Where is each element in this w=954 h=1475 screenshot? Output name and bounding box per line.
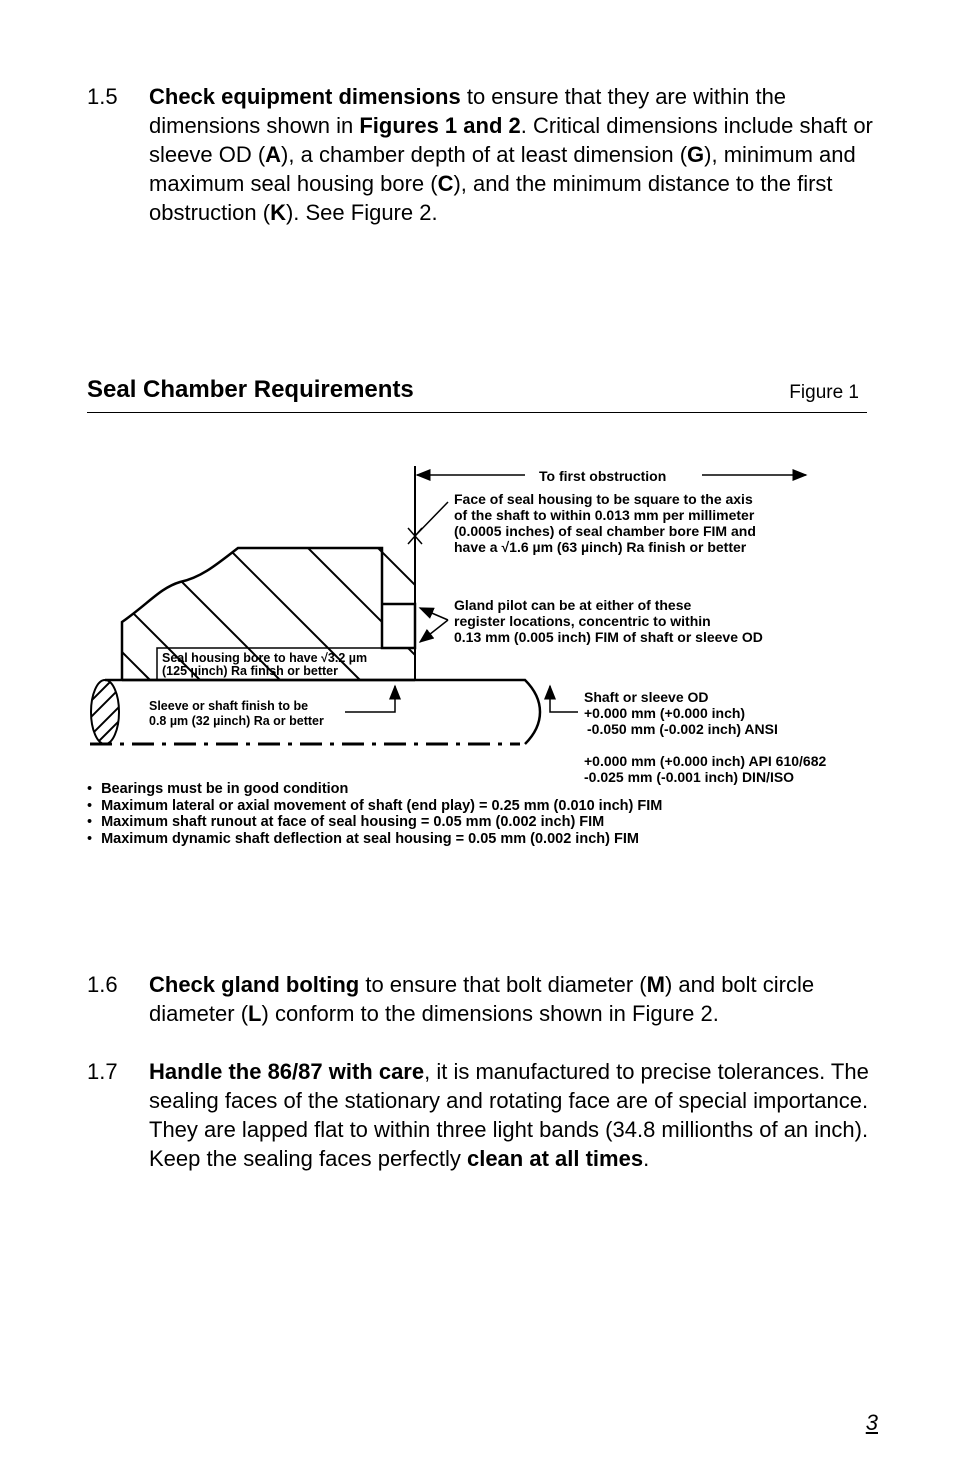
text-run: , it is manufactured to precise tolerances. The sealing faces of the stationary and rotating face are of special importance. They are lapped flat to within three light bands (34.8 millionths of an inch). Keep the sealing faces perfectly	[149, 1059, 869, 1171]
note-item: • Maximum dynamic shaft deflection at seal housing = 0.05 mm (0.002 inch) FIM	[87, 831, 887, 848]
text-run: ), minimum and maximum seal housing bore (	[149, 142, 856, 196]
shaft-od-line-2: +0.000 mm (+0.000 inch)	[584, 705, 746, 721]
face-square-line-1: Face of seal housing to be square to the axis	[454, 491, 753, 507]
text-run: ). See Figure 2.	[285, 200, 438, 225]
text-run: . Critical dimensions include shaft or sleeve OD (	[149, 113, 873, 167]
bold-lead: Handle the 86/87 with care	[149, 1059, 425, 1084]
shaft-od-api-line-2: -0.025 mm (-0.001 inch) DIN/ISO	[584, 769, 795, 785]
text-run: ), and the minimum distance to the first obstruction (	[149, 171, 833, 225]
shaft-od-line-3: -0.050 mm (-0.002 inch) ANSI	[587, 721, 778, 737]
bold-ref: K	[270, 200, 286, 225]
gland-leader-lower	[420, 620, 448, 642]
note-item: • Maximum shaft runout at face of seal housing = 0.05 mm (0.002 inch) FIM	[87, 814, 887, 831]
sleeve-leader	[345, 686, 395, 712]
sleeve-finish-line-1: Sleeve or shaft finish to be	[149, 699, 309, 713]
paragraph-1-6	[87, 970, 877, 1028]
text-run: .	[643, 1146, 650, 1171]
bold-ref: C	[437, 171, 454, 196]
bold-lead: Check equipment dimensions	[149, 84, 461, 109]
shaft-od-api-line-1: +0.000 mm (+0.000 inch) API 610/682	[584, 753, 827, 769]
bore-finish-line-1: Seal housing bore to have √3.2 µm	[162, 651, 368, 665]
face-square-line-3: (0.0005 inches) of seal chamber bore FIM and	[454, 523, 756, 539]
bold-ref: L	[248, 1001, 262, 1026]
paragraph-body	[149, 1057, 877, 1173]
bold-ref: M	[646, 972, 665, 997]
first-obstruction-label: To first obstruction	[539, 468, 667, 484]
text-run: ) and bolt circle diameter (	[149, 972, 815, 1026]
bold-ref: G	[687, 142, 705, 167]
face-square-line-2: of the shaft to within 0.013 mm per millimeter	[454, 507, 755, 523]
note-item: • Bearings must be in good condition	[87, 781, 887, 798]
text-run: ) conform to the dimensions shown in Figure 2.	[261, 1001, 719, 1026]
note-item: • Maximum lateral or axial movement of shaft (end play) = 0.25 mm (0.010 inch) FIM	[87, 798, 887, 815]
page-number: 3	[865, 1410, 878, 1435]
bold-ref: A	[265, 142, 282, 167]
text-run: ), a chamber depth of at least dimension (	[281, 142, 688, 167]
gland-leader-upper	[420, 608, 448, 620]
text-run: to ensure that they are within the dimensions shown in	[149, 84, 787, 138]
gland-pilot-line-3: 0.13 mm (0.005 inch) FIM of shaft or sleeve OD	[454, 629, 763, 645]
housing-hatching	[100, 450, 560, 680]
bold-ref: Figures 1 and 2	[359, 113, 521, 138]
section-number: 1.5	[87, 84, 118, 109]
gland-pilot-line-2: register locations, concentric to within	[454, 613, 711, 629]
bore-corner	[122, 650, 150, 680]
shaft-od-line-1: Shaft or sleeve OD	[584, 689, 709, 705]
section-number: 1.7	[87, 1059, 118, 1084]
shaft-od-leader	[550, 686, 578, 712]
face-square-line-4: have a √1.6 µm (63 µinch) Ra finish or better	[454, 539, 747, 555]
figure-title: Seal Chamber Requirements	[87, 376, 414, 403]
sleeve-finish-line-2: 0.8 µm (32 µinch) Ra or better	[149, 714, 324, 728]
section-number: 1.6	[87, 972, 118, 997]
paragraph-body	[149, 970, 877, 1028]
figure-notes	[87, 781, 887, 847]
bore-finish-line-2: (125 µinch) Ra finish or better	[162, 664, 338, 678]
gland-pilot-line-1: Gland pilot can be at either of these	[454, 597, 692, 613]
paragraph-1-7	[87, 1057, 877, 1173]
bold-tail: clean at all times	[466, 1146, 644, 1171]
bold-lead: Check gland bolting	[149, 972, 360, 997]
figure-label: Figure 1	[789, 382, 859, 403]
text-run: to ensure that bolt diameter (	[359, 972, 647, 997]
